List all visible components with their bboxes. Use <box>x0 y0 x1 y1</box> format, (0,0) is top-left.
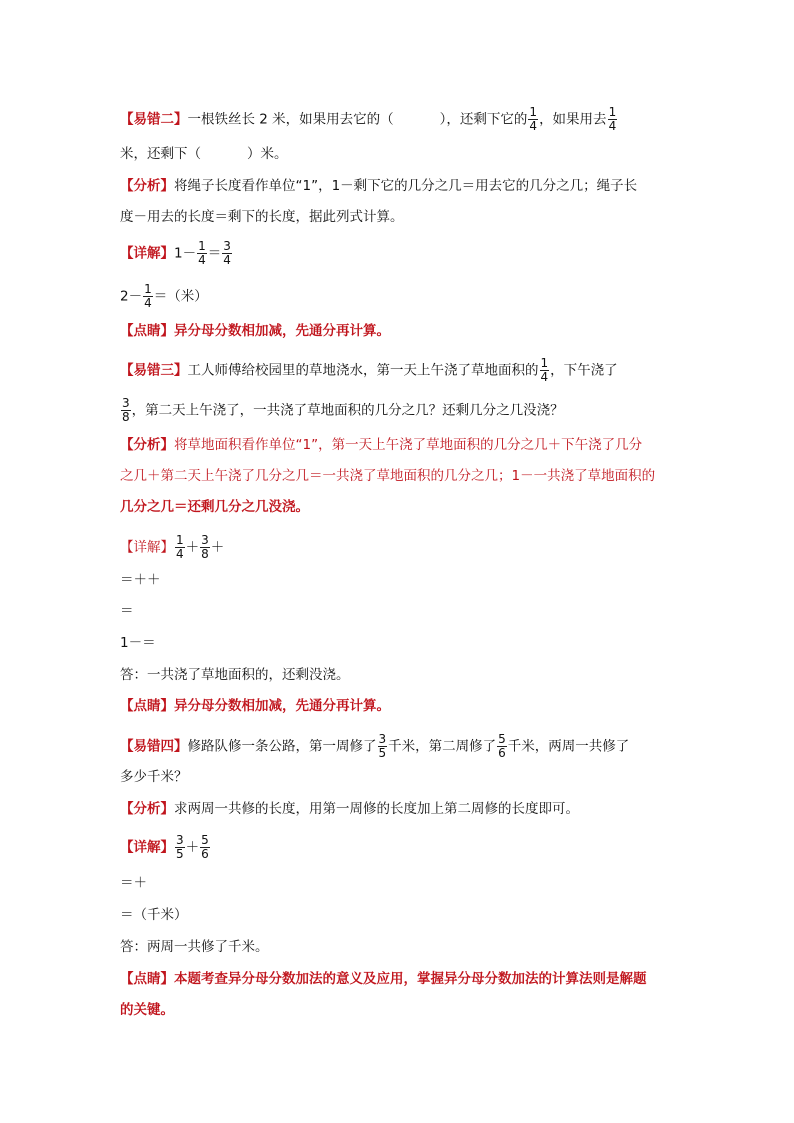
analysis-text: 几分之几＝还剩几分之几没浇。 <box>120 499 309 515</box>
question-4-text-b: 千米，第二周修了 <box>388 738 497 755</box>
question-4-step-2: ＝（千米） <box>120 907 188 923</box>
question-4-line-2: 多少千米？ <box>120 769 188 785</box>
question-3-answer: 答：一共浇了草地面积的，还剩没浇。 <box>120 667 350 683</box>
tip-text: 本题考查异分母分数加法的意义及应用，掌握异分母分数加法的计算法则是解题 <box>174 971 647 987</box>
question-4-step-1: ＝＋ <box>120 875 147 891</box>
question-3-text-b: ，下午浇了 <box>550 362 618 379</box>
fraction: $\frac{3}{8}$ <box>122 396 130 424</box>
detail-text: ＋ <box>185 539 200 556</box>
question-2-text-d: 米，还剩下（ <box>120 146 201 162</box>
question-3-text-a: 工人师傅给校园里的草地浇水，第一天上午浇了草地面积的 <box>187 362 539 379</box>
analysis-text: 将绳子长度看作单位“1”，1－剩下它的几分之几＝用去它的几分之几；绳子长 <box>174 178 638 194</box>
analysis-text: 将草地面积看作单位“1”，第一天上午浇了草地面积的几分之几＋下午浇了几分 <box>174 437 643 453</box>
fraction: $\frac{1}{4}$ <box>608 105 617 133</box>
fraction: $\frac{3}{5}$ <box>176 833 184 861</box>
question-4-tip-line-2 <box>120 1001 174 1019</box>
detail-text: 1－ <box>174 245 197 262</box>
detail-text: ＝（米） <box>153 288 208 305</box>
detail-tag: 【详解】 <box>120 539 174 556</box>
question-4-text-c: 千米，两周一共修了 <box>507 738 630 755</box>
question-4-answer: 答：两周一共修了千米。 <box>120 939 269 955</box>
question-2-line-1 <box>120 106 618 133</box>
question-2-analysis-line-1 <box>120 177 637 195</box>
question-4-text-a: 修路队修一条公路，第一周修了 <box>187 738 377 755</box>
question-4-detail-line-1 <box>120 834 211 861</box>
question-3-tip <box>120 697 390 715</box>
fraction: $\frac{1}{4}$ <box>144 282 152 310</box>
question-3-detail-line-1 <box>120 534 224 561</box>
analysis-tag: 【分析】 <box>120 178 174 194</box>
fraction: $\frac{5}{6}$ <box>498 732 506 760</box>
tip-text: 异分母分数相加减，先通分再计算。 <box>174 323 390 339</box>
fraction: $\frac{1}{4}$ <box>176 533 184 561</box>
question-3-step-1: ＝＋＋ <box>120 572 161 588</box>
question-2-detail-line-1 <box>120 240 233 267</box>
detail-tag: 【详解】 <box>120 839 174 856</box>
question-2-analysis-line-2 <box>120 208 404 226</box>
fraction: $\frac{3}{8}$ <box>201 533 209 561</box>
question-2-text-a: 一根铁丝长 2 米，如果用去它的（ <box>187 111 394 128</box>
analysis-tag: 【分析】 <box>120 801 174 817</box>
analysis-text: 之几＋第二天上午浇了几分之几＝一共浇了草地面积的几分之几；1－一共浇了草地面积的 <box>120 468 656 484</box>
question-3-analysis-line-2 <box>120 467 655 485</box>
question-2-text-c: ，如果用去 <box>539 111 607 128</box>
question-3-analysis-line-3 <box>120 498 309 516</box>
tip-text: 异分母分数相加减，先通分再计算。 <box>174 698 390 714</box>
question-4-tag: 【易错四】 <box>120 738 188 755</box>
analysis-text: 求两周一共修的长度，用第一周修的长度加上第二周修的长度即可。 <box>174 801 579 817</box>
question-3-step-3: 1－＝ <box>120 635 156 651</box>
question-3-step-2: ＝ <box>120 603 134 619</box>
question-4-line-1 <box>120 733 629 760</box>
question-3-tag: 【易错三】 <box>120 362 188 379</box>
detail-text: ＝ <box>207 245 222 262</box>
fraction: $\frac{5}{6}$ <box>201 833 209 861</box>
detail-tag: 【详解】 <box>120 245 174 262</box>
question-3-text-c: ，第二天上午浇了，一共浇了草地面积的几分之几？还剩几分之几没浇？ <box>131 402 564 419</box>
question-2-text-b: ），还剩下它的 <box>439 111 528 128</box>
detail-text: 2－ <box>120 288 143 305</box>
analysis-tag: 【分析】 <box>120 437 174 453</box>
fraction: $\frac{1}{4}$ <box>529 105 538 133</box>
question-3-analysis-line-1 <box>120 436 642 454</box>
question-2-tag: 【易错二】 <box>120 111 188 128</box>
question-3-line-2 <box>120 397 564 424</box>
question-2-detail-line-2 <box>120 283 208 310</box>
fraction: $\frac{3}{4}$ <box>223 239 231 267</box>
tip-tag: 【点睛】 <box>120 323 174 339</box>
tip-text: 的关键。 <box>120 1002 174 1018</box>
detail-text: ＋ <box>210 539 225 556</box>
fraction: $\frac{1}{4}$ <box>540 356 549 384</box>
question-2-tip <box>120 322 390 340</box>
fraction: $\frac{1}{4}$ <box>198 239 206 267</box>
tip-tag: 【点睛】 <box>120 971 174 987</box>
question-2-line-2 <box>120 145 288 163</box>
question-4-tip-line-1 <box>120 970 647 988</box>
tip-tag: 【点睛】 <box>120 698 174 714</box>
analysis-text: 度－用去的长度＝剩下的长度，据此列式计算。 <box>120 209 404 225</box>
question-2-text-e: ）米。 <box>247 146 288 162</box>
question-3-line-1 <box>120 357 618 384</box>
detail-text: ＋ <box>185 839 200 856</box>
fraction: $\frac{3}{5}$ <box>378 732 387 760</box>
question-4-analysis <box>120 800 579 818</box>
